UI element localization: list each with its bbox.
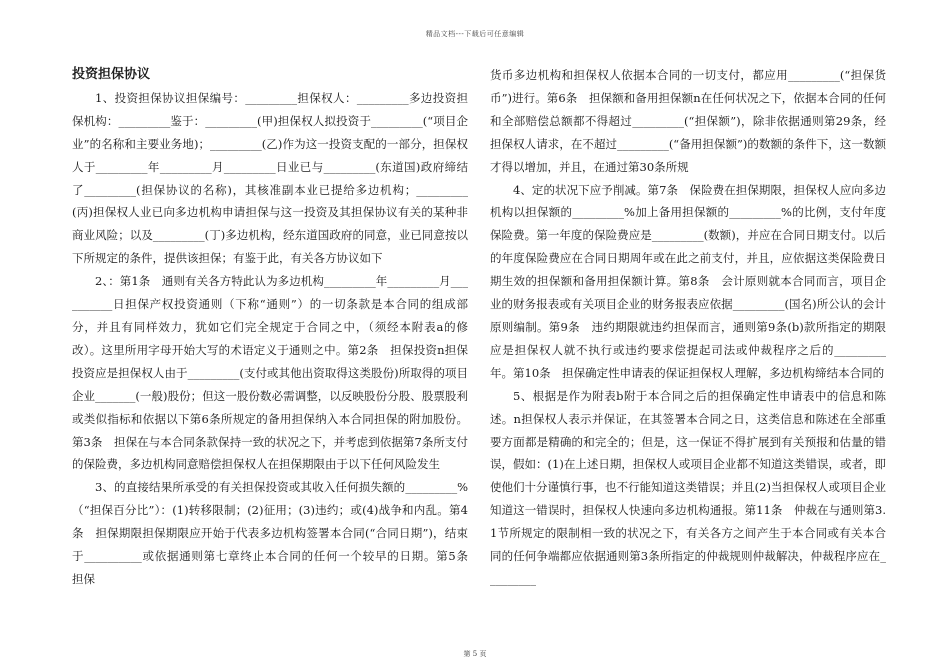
paragraph-3-continued: 货币多边机构和担保权人依据本合同的一切支付，都应用_________(“担保货币”)进行。第6条 担保额和备用担保额n在任何状况之下，依据本合同的任何和全部赔偿总额都不得超过_________(“担保额”)，除非依据通则第29条，经担保权人请求，在不超过_________(“备用担保额”)的数额的条件下，这一数额才得以增加，并且，在通过第30条所规 [490, 68, 886, 174]
paragraph-4: 4、定的状况下应予削减。第7条 保险费在担保期限，担保权人应向多边机构以担保额的_________%加上备用担保额的_________%的比例，支付年度保险费。第一年度的保险费应是_________(数额)，并应在合同日期支付。以后的年度保险费应在合同日期周年或在此之前支付，并且，应依据这类保险费日期生效的担保额和备用担保额计算。第8条 会计原则就本合同而言，项目企业的财务报表或有关项目企业的财务报表应依据_________(国名)所公认的会计原则编制。第9条 违约期限就违约担保而言，通则第9条(b)款所指定的期限应是担保权人就不执行或违约要求偿提起司法或仲裁程序之后的_________年。第10条 担保确定性申请表的保证担保权人理解，多边机构缔结本合同的 [490, 182, 886, 380]
paragraph-5: 5、根据是作为附表b附于本合同之后的担保确定性申请表中的信息和陈述。n担保权人表示并保证，在其签署本合同之日，这类信息和陈述在全部重要方面都是精确的和完全的；但是，这一保证不得扩展到有关预报和估量的错误，假如：(1)在上述日期，担保权人或项目企业都不知道这类错误，或者，即使他们十分谨慎行事，也不行能知道这类错误；并且(2)当担保权人或项目企业知道这一错误时，担保权人快速向多边机构通报。第11条 仲裁在与通则第3.1节所规定的限制相一致的状况之下，有关各方之间产生于本合同或有关本合同的任何争端都应依据通则第3条所指定的仲裁规则仲裁解决，仲裁程序应在_________ [490, 388, 886, 586]
right-column [490, 64, 886, 591]
page-number: 第 5 页 [463, 650, 487, 658]
header-note: 精品文档---下载后可任意编辑 [425, 30, 525, 38]
paragraph-1: 1、投资担保协议担保编号：_________担保权人：_________多边投资担保机构：_________鉴于：_________(甲)担保权人拟投资于_________(“项目企业”的名称和主要业务地)；_________(乙)作为这一投资支配的一部分，担保权人于_________年_________月_________日业已与_________(东道国)政府缔结了_________(担保协议的名称)，其核准副本业已提给多边机构；_________(丙)担保权人业已向多边机构申请担保与这一投资及其担保协议有关的某种非商业风险；以及_________(丁)多边机构，经东道国政府的同意，业已同意按以下所规定的条件，提供该担保；有鉴于此，有关各方协议如下 [72, 90, 468, 266]
paragraph-2: 2、：第1条 通则有关各方特此认为多边机构_________年_________月__________日担保产权投资通则（下称“通则”）的一切条款是本合同的组成部分，并且有同样效力，犹如它们完全规定于合同之中，（须经本附表a的修改）。这里所用字母开始大写的术语定义于通则之中。第2条 担保投资n担保投资应是担保权人由于_________(支付或其他出资取得这类股份)所取得的项目企业_______(一般)股份；但这一股份数必需调整，以反映股份分股、股票股利或类似指标和依据以下第6条所规定的备用担保纳入本合同担保的附加股份。第3条 担保在与本合同条款保持一致的状况之下，并考虑到依据第7条所支付的保险费，多边机构同意赔偿担保权人在担保期限由于以下任何风险发生 [72, 274, 468, 472]
left-column [72, 64, 480, 591]
document-title: 投资担保协议 [72, 67, 151, 82]
paragraph-3: 3、的直接结果所承受的有关担保投资或其收入任何损失额的_________%（“担保百分比”）：(1)转移限制；(2)征用；(3)违约；或(4)战争和内乱。第4条 担保期限担保期限应开始于代表多边机构签署本合同(“合同日期”)，结束于__________或依据通则第七章终止本合同的任何一个较早的日期。第5条 担保 [72, 480, 480, 586]
